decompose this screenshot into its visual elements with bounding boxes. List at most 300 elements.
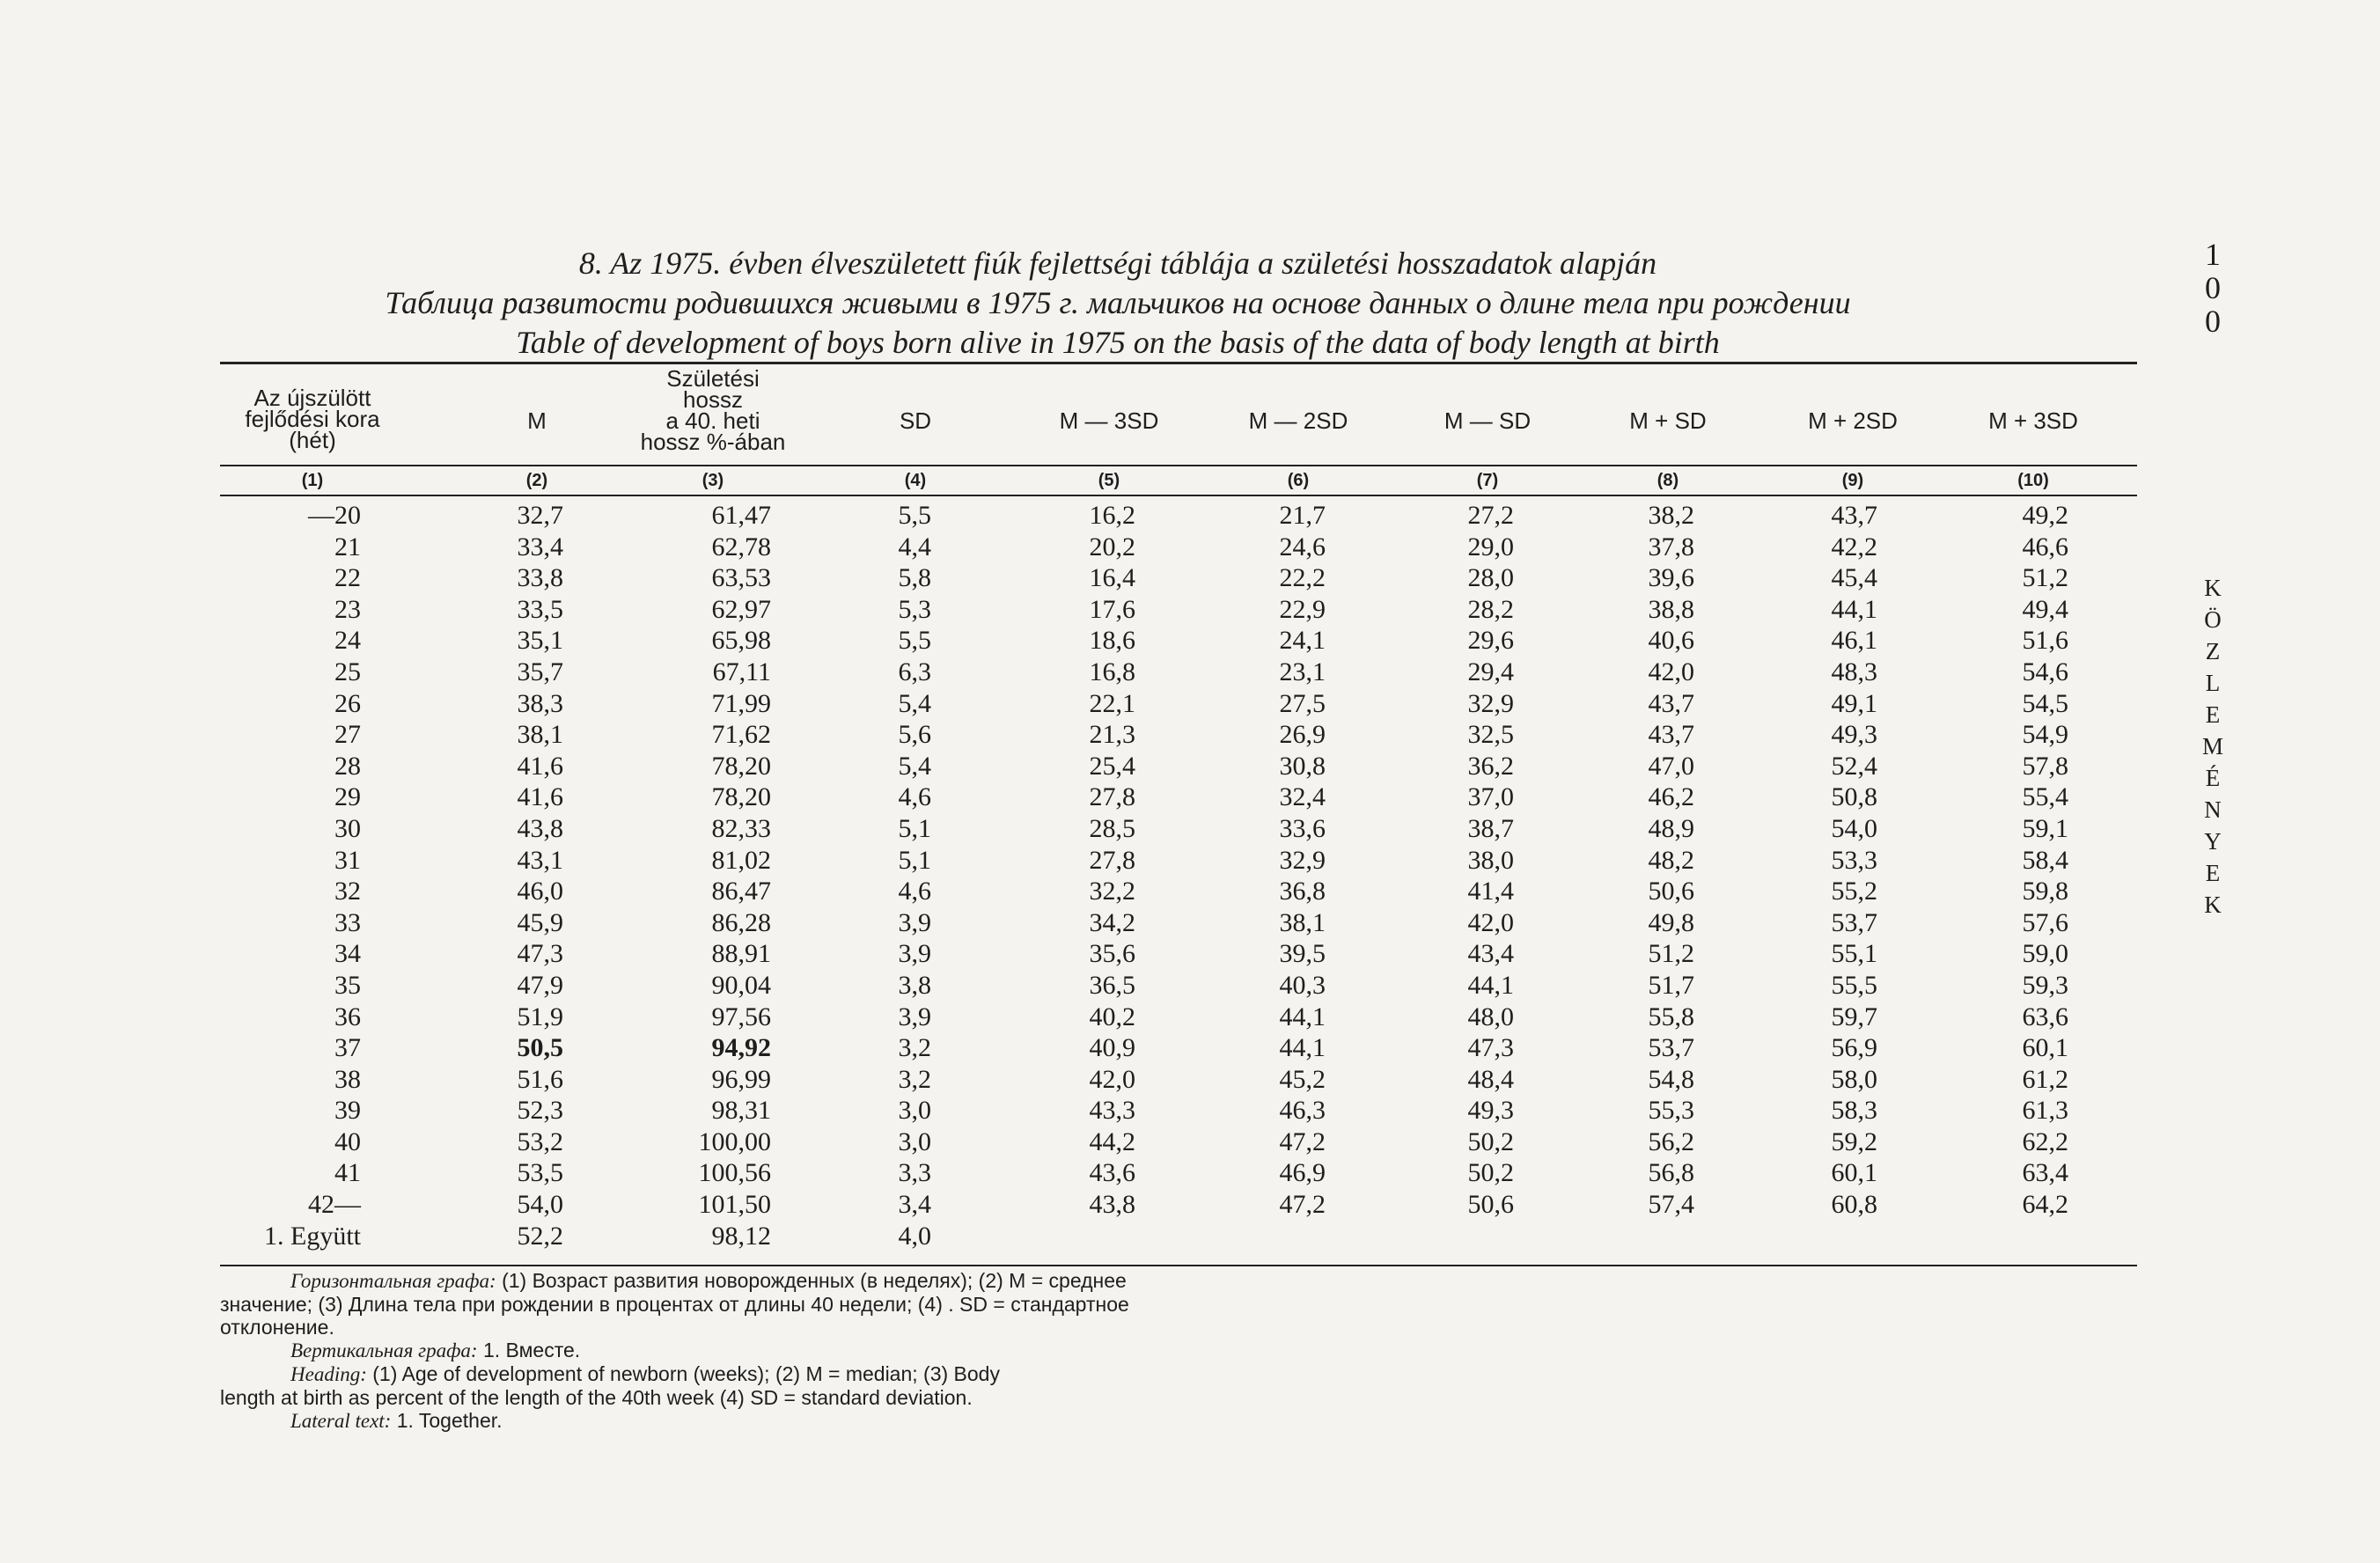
table-cell: 25 — [334, 657, 361, 686]
table-cell: 35,6 — [1089, 939, 1135, 969]
table-cell: 61,2 — [2022, 1064, 2068, 1094]
table-cell: 16,8 — [1089, 657, 1135, 686]
table-cell: 63,53 — [711, 563, 771, 593]
table-cell: 64,2 — [2022, 1190, 2068, 1220]
table-cell: 56,2 — [1648, 1126, 1694, 1156]
table-cell: 5,5 — [898, 626, 931, 656]
table-cell: 3,0 — [898, 1126, 931, 1156]
table-cell: 31 — [334, 845, 361, 875]
table-cell: 48,4 — [1467, 1064, 1514, 1094]
table-row — [0, 1126, 2380, 1158]
table-cell: 3,9 — [898, 1002, 931, 1031]
column-number: (1) — [301, 471, 324, 490]
table-row — [0, 594, 2380, 626]
table-cell: 50,8 — [1831, 782, 1877, 812]
table-cell: 5,3 — [898, 594, 931, 624]
table-body — [0, 500, 2380, 1251]
table-cell: 53,5 — [517, 1158, 563, 1188]
table-cell: 43,7 — [1648, 720, 1694, 750]
side-text-kozlemenyek: K Ö Z L E M É N Y E K — [2201, 575, 2223, 918]
table-cell: 44,2 — [1089, 1126, 1135, 1156]
header-m-minus-3sd: M — 3SD — [1059, 407, 1159, 434]
table-cell: 38,7 — [1467, 813, 1514, 843]
table-cell: 38 — [334, 1064, 361, 1094]
table-cell: 3,0 — [898, 1096, 931, 1126]
table-cell: 40,3 — [1279, 970, 1326, 1000]
table-cell: 50,2 — [1467, 1126, 1514, 1156]
table-cell: 54,5 — [2022, 688, 2068, 718]
table-cell: 45,2 — [1279, 1064, 1326, 1094]
table-cell: 51,2 — [2022, 563, 2068, 593]
table-cell: 46,0 — [517, 877, 563, 906]
table-cell: 32,9 — [1467, 688, 1514, 718]
header-age: Az újszülött fejlődési kora (hét) — [245, 385, 380, 453]
table-cell: 25,4 — [1089, 751, 1135, 781]
table-row — [0, 532, 2380, 563]
table-cell: 71,99 — [711, 688, 771, 718]
note-text: отклонение. — [220, 1316, 334, 1339]
table-cell: 38,3 — [517, 688, 563, 718]
table-cell: 5,6 — [898, 720, 931, 750]
table-cell: 39,5 — [1279, 939, 1326, 969]
table-cell: 59,1 — [2022, 813, 2068, 843]
table-cell: 58,4 — [2022, 845, 2068, 875]
column-number: (3) — [702, 471, 724, 490]
table-cell: 32 — [334, 877, 361, 906]
header-sd: SD — [899, 407, 932, 434]
column-number: (6) — [1287, 471, 1310, 490]
table-cell: 3,9 — [898, 907, 931, 937]
table-cell: 47,2 — [1279, 1126, 1326, 1156]
table-cell: 100,00 — [698, 1126, 771, 1156]
table-cell: 41,6 — [517, 782, 563, 812]
table-cell: 51,9 — [517, 1002, 563, 1031]
table-cell: 57,4 — [1648, 1190, 1694, 1220]
table-cell: 35,7 — [517, 657, 563, 686]
column-number: (2) — [525, 471, 548, 490]
table-cell: 71,62 — [711, 720, 771, 750]
table-cell: 28 — [334, 751, 361, 781]
table-cell: 49,8 — [1648, 907, 1694, 937]
table-cell: 54,6 — [2022, 657, 2068, 686]
table-cell: 32,7 — [517, 501, 563, 530]
table-cell: 4,6 — [898, 877, 931, 906]
title-russian: Таблица развитости родившихся живыми в 1975 г. мальчиков на основе данных о длине тела при рождении — [385, 285, 1851, 320]
table-cell: 24,1 — [1279, 626, 1326, 656]
note-label: Горизонтальная графа: — [290, 1270, 496, 1292]
table-cell: 29,4 — [1467, 657, 1514, 686]
table-cell: 36 — [334, 1002, 361, 1031]
table-cell: 88,91 — [711, 939, 771, 969]
table-cell: 41,4 — [1467, 877, 1514, 906]
table-cell: 3,3 — [898, 1158, 931, 1188]
table-cell: 50,6 — [1467, 1190, 1514, 1220]
table-cell: 26 — [334, 688, 361, 718]
table-cell: 53,7 — [1648, 1033, 1694, 1063]
header-m-plus-2sd: M + 2SD — [1808, 407, 1898, 434]
table-cell: 42,0 — [1648, 657, 1694, 686]
table-cell: 43,7 — [1648, 688, 1694, 718]
table-cell: 54,0 — [517, 1190, 563, 1220]
header-length-percent: Születési hossz a 40. heti hossz %-ában — [640, 365, 786, 455]
column-number: (7) — [1476, 471, 1499, 490]
table-cell: 22,1 — [1089, 688, 1135, 718]
table-cell: 24,6 — [1279, 532, 1326, 561]
table-cell: 24 — [334, 626, 361, 656]
table-cell: 17,6 — [1089, 594, 1135, 624]
table-cell: 16,4 — [1089, 563, 1135, 593]
table-cell: 22 — [334, 563, 361, 593]
table-cell: 63,4 — [2022, 1158, 2068, 1188]
table-cell: 55,5 — [1831, 970, 1877, 1000]
table-cell: 44,1 — [1279, 1033, 1326, 1063]
table-cell: 53,2 — [517, 1126, 563, 1156]
table-row — [0, 657, 2380, 688]
table-cell: 16,2 — [1089, 501, 1135, 530]
table-cell: 62,97 — [711, 594, 771, 624]
table-cell: 82,33 — [711, 813, 771, 843]
table-cell: 49,2 — [2022, 501, 2068, 530]
table-cell: 55,2 — [1831, 877, 1877, 906]
table-cell: 43,7 — [1831, 501, 1877, 530]
table-row — [0, 813, 2380, 845]
table-cell: 29,6 — [1467, 626, 1514, 656]
table-cell: 42— — [308, 1190, 361, 1220]
table-cell: 35 — [334, 970, 361, 1000]
table-cell: 21,3 — [1089, 720, 1135, 750]
table-cell: 51,6 — [517, 1064, 563, 1094]
table-cell: 37,8 — [1648, 532, 1694, 561]
title-english: Table of development of boys born alive in 1975 on the basis of the data of body length at birth — [516, 325, 1720, 360]
table-cell: 40,6 — [1648, 626, 1694, 656]
table-cell: 37,0 — [1467, 782, 1514, 812]
table-row — [0, 845, 2380, 877]
table-cell: 101,50 — [698, 1190, 771, 1220]
table-cell: 55,4 — [2022, 782, 2068, 812]
table-cell: 40 — [334, 1126, 361, 1156]
table-cell: 50,2 — [1467, 1158, 1514, 1188]
table-cell: 43,8 — [517, 813, 563, 843]
header-m-minus-2sd: M — 2SD — [1248, 407, 1348, 434]
column-number: (9) — [1841, 471, 1864, 490]
table-cell: 47,9 — [517, 970, 563, 1000]
table-cell: 27,8 — [1089, 782, 1135, 812]
table-cell: 51,6 — [2022, 626, 2068, 656]
column-number-rule — [220, 495, 2137, 496]
table-cell: 67,11 — [712, 657, 771, 686]
table-cell: 5,1 — [898, 845, 931, 875]
table-cell: 22,9 — [1279, 594, 1326, 624]
table-cell: 46,1 — [1831, 626, 1877, 656]
table-row — [0, 1064, 2380, 1096]
table-cell: 43,3 — [1089, 1096, 1135, 1126]
table-cell: 5,1 — [898, 813, 931, 843]
table-cell: 42,0 — [1467, 907, 1514, 937]
note-text: значение; (3) Длина тела при рождении в процентах от длины 40 недели; (4) . SD = стандартное — [220, 1293, 1129, 1316]
header-rule — [220, 465, 2137, 466]
table-cell: 50,6 — [1648, 877, 1694, 906]
column-number: (8) — [1656, 471, 1679, 490]
table-cell: 51,2 — [1648, 939, 1694, 969]
table-cell: 4,4 — [898, 532, 931, 561]
table-cell: 32,4 — [1279, 782, 1326, 812]
table-row — [0, 1032, 2380, 1064]
table-cell: 42,0 — [1089, 1064, 1135, 1094]
table-row — [0, 719, 2380, 751]
table-cell: 4,0 — [898, 1221, 931, 1251]
table-cell: 46,9 — [1279, 1158, 1326, 1188]
table-cell: 38,0 — [1467, 845, 1514, 875]
table-cell: 29,0 — [1467, 532, 1514, 561]
table-cell: 53,3 — [1831, 845, 1877, 875]
table-cell: 98,12 — [711, 1221, 771, 1251]
table-cell: 45,4 — [1831, 563, 1877, 593]
table-cell: 45,9 — [517, 907, 563, 937]
table-bottom-rule — [220, 1265, 2137, 1266]
table-cell: 63,6 — [2022, 1002, 2068, 1031]
table-cell: 46,6 — [2022, 532, 2068, 561]
table-cell: 59,7 — [1831, 1002, 1877, 1031]
table-cell: 44,1 — [1279, 1002, 1326, 1031]
table-cell: 44,1 — [1467, 970, 1514, 1000]
table-cell: 41,6 — [517, 751, 563, 781]
column-number: (10) — [2017, 471, 2049, 490]
table-cell: 58,3 — [1831, 1096, 1877, 1126]
table-cell: 96,99 — [711, 1064, 771, 1094]
table-cell: 47,3 — [1467, 1033, 1514, 1063]
table-row — [0, 688, 2380, 720]
table-cell: 33,5 — [517, 594, 563, 624]
table-cell: 18,6 — [1089, 626, 1135, 656]
table-cell: 57,8 — [2022, 751, 2068, 781]
table-cell: 97,56 — [711, 1002, 771, 1031]
column-number: (5) — [1098, 471, 1120, 490]
table-cell: 4,6 — [898, 782, 931, 812]
table-cell: 39,6 — [1648, 563, 1694, 593]
table-cell: 38,1 — [1279, 907, 1326, 937]
table-cell: 22,2 — [1279, 563, 1326, 593]
table-cell: 52,2 — [517, 1221, 563, 1251]
page-number: 1 0 0 — [2205, 237, 2221, 339]
table-cell: 47,2 — [1279, 1190, 1326, 1220]
table-cell: 36,8 — [1279, 877, 1326, 906]
table-cell: 37 — [334, 1033, 361, 1063]
table-cell: 30 — [334, 813, 361, 843]
table-cell: 60,1 — [2022, 1033, 2068, 1063]
table-cell: 61,47 — [711, 501, 771, 530]
table-cell: 32,5 — [1467, 720, 1514, 750]
table-cell: 90,04 — [711, 970, 771, 1000]
note-text: 1. Together. — [391, 1409, 503, 1432]
table-row — [0, 500, 2380, 532]
table-cell: 40,9 — [1089, 1033, 1135, 1063]
header-m: M — [527, 407, 547, 434]
table-row — [0, 562, 2380, 594]
table-cell: 3,2 — [898, 1033, 931, 1063]
table-cell: 32,9 — [1279, 845, 1326, 875]
table-cell: 6,3 — [898, 657, 931, 686]
table-cell: 78,20 — [711, 751, 771, 781]
table-cell: 59,0 — [2022, 939, 2068, 969]
table-cell: 56,8 — [1648, 1158, 1694, 1188]
table-cell: 61,3 — [2022, 1096, 2068, 1126]
table-cell: 43,8 — [1089, 1190, 1135, 1220]
table-cell: 34 — [334, 939, 361, 969]
table-cell: 65,98 — [711, 626, 771, 656]
table-cell: 86,47 — [711, 877, 771, 906]
table-cell: 81,02 — [711, 845, 771, 875]
table-cell: 33 — [334, 907, 361, 937]
note-text: (1) Age of development of newborn (weeks); (2) M = median; (3) Body — [366, 1362, 1000, 1385]
table-cell: 54,8 — [1648, 1064, 1694, 1094]
table-cell: 47,3 — [517, 939, 563, 969]
table-cell: 33,8 — [517, 563, 563, 593]
table-cell: 100,56 — [698, 1158, 771, 1188]
table-cell: 39 — [334, 1096, 361, 1126]
table-cell: 62,78 — [711, 532, 771, 561]
table-cell: 5,4 — [898, 688, 931, 718]
table-cell: 49,3 — [1467, 1096, 1514, 1126]
table-cell: 29 — [334, 782, 361, 812]
table-cell: 33,6 — [1279, 813, 1326, 843]
table-row — [0, 938, 2380, 970]
table-row — [0, 1095, 2380, 1126]
table-cell: 58,0 — [1831, 1064, 1877, 1094]
table-cell: 40,2 — [1089, 1002, 1135, 1031]
table-cell: 41 — [334, 1158, 361, 1188]
table-cell: 36,2 — [1467, 751, 1514, 781]
table-cell: 3,2 — [898, 1064, 931, 1094]
table-cell: 49,1 — [1831, 688, 1877, 718]
table-row — [0, 1189, 2380, 1221]
title-hungarian: 8. Az 1975. évben élveszületett fiúk fejlettségi táblája a születési hosszadatok alapján — [578, 246, 1657, 281]
table-cell: 43,6 — [1089, 1158, 1135, 1188]
table-cell: 59,8 — [2022, 877, 2068, 906]
table-cell: 62,2 — [2022, 1126, 2068, 1156]
table-cell: 30,8 — [1279, 751, 1326, 781]
note-label: Lateral text: — [290, 1410, 392, 1432]
table-cell: 34,2 — [1089, 907, 1135, 937]
table-cell: 56,9 — [1831, 1033, 1877, 1063]
table-cell: 52,3 — [517, 1096, 563, 1126]
header-m-minus-sd: M — SD — [1443, 407, 1532, 434]
table-cell: 27,5 — [1279, 688, 1326, 718]
table-cell: 86,28 — [711, 907, 771, 937]
table-cell: 46,3 — [1279, 1096, 1326, 1126]
table-row — [0, 1221, 2380, 1252]
table-cell: 43,4 — [1467, 939, 1514, 969]
table-cell: 59,3 — [2022, 970, 2068, 1000]
table-cell: 35,1 — [517, 626, 563, 656]
table-top-rule — [220, 362, 2137, 364]
table-cell: 28,0 — [1467, 563, 1514, 593]
table-cell: 21 — [334, 532, 361, 561]
table-cell: 50,5 — [517, 1033, 563, 1063]
table-cell: 51,7 — [1648, 970, 1694, 1000]
table-cell: 28,5 — [1089, 813, 1135, 843]
table-cell: 59,2 — [1831, 1126, 1877, 1156]
table-cell: 36,5 — [1089, 970, 1135, 1000]
table-row — [0, 782, 2380, 813]
table-cell: 55,3 — [1648, 1096, 1694, 1126]
note-label: Heading: — [290, 1363, 367, 1385]
table-cell: 48,0 — [1467, 1002, 1514, 1031]
table-cell: 54,0 — [1831, 813, 1877, 843]
table-cell: 48,9 — [1648, 813, 1694, 843]
table-cell: 32,2 — [1089, 877, 1135, 906]
table-cell: 94,92 — [711, 1033, 771, 1063]
table-cell: 48,3 — [1831, 657, 1877, 686]
table-cell: 28,2 — [1467, 594, 1514, 624]
note-text: length at birth as percent of the length of the 40th week (4) SD = standard deviation. — [220, 1386, 973, 1409]
table-row — [0, 1157, 2380, 1189]
table-row — [0, 625, 2380, 657]
table-cell: 78,20 — [711, 782, 771, 812]
table-cell: 38,2 — [1648, 501, 1694, 530]
table-cell: 5,4 — [898, 751, 931, 781]
table-cell: 98,31 — [711, 1096, 771, 1126]
table-cell: 3,8 — [898, 970, 931, 1000]
table-row — [0, 751, 2380, 782]
table-cell: 23 — [334, 594, 361, 624]
table-cell: 3,4 — [898, 1190, 931, 1220]
table-cell: 44,1 — [1831, 594, 1877, 624]
table-cell: 55,8 — [1648, 1002, 1694, 1031]
header-m-plus-3sd: M + 3SD — [1988, 407, 2078, 434]
table-cell: —20 — [308, 501, 361, 530]
table-cell: 38,8 — [1648, 594, 1694, 624]
table-cell: 55,1 — [1831, 939, 1877, 969]
table-cell: 53,7 — [1831, 907, 1877, 937]
table-cell: 47,0 — [1648, 751, 1694, 781]
table-cell: 52,4 — [1831, 751, 1877, 781]
table-cell: 43,1 — [517, 845, 563, 875]
header-m-plus-sd: M + SD — [1629, 407, 1707, 434]
table-cell: 42,2 — [1831, 532, 1877, 561]
column-number: (4) — [904, 471, 927, 490]
table-notes — [220, 1269, 1452, 1433]
table-row — [0, 876, 2380, 907]
table-cell: 57,6 — [2022, 907, 2068, 937]
table-cell: 54,9 — [2022, 720, 2068, 750]
table-row — [0, 1002, 2380, 1033]
table-cell: 27,2 — [1467, 501, 1514, 530]
table-cell: 60,1 — [1831, 1158, 1877, 1188]
table-cell: 33,4 — [517, 532, 563, 561]
table-cell: 48,2 — [1648, 845, 1694, 875]
table-cell: 46,2 — [1648, 782, 1694, 812]
table-cell: 27 — [334, 720, 361, 750]
table-row — [0, 907, 2380, 939]
note-text: (1) Возраст развития новорожденных (в неделях); (2) M = среднее — [496, 1269, 1127, 1292]
table-cell: 5,5 — [898, 501, 931, 530]
table-cell: 5,8 — [898, 563, 931, 593]
table-cell: 23,1 — [1279, 657, 1326, 686]
table-cell: 20,2 — [1089, 532, 1135, 561]
table-row — [0, 970, 2380, 1002]
table-cell: 27,8 — [1089, 845, 1135, 875]
table-cell: 60,8 — [1831, 1190, 1877, 1220]
note-text: 1. Вместе. — [477, 1339, 581, 1361]
table-cell: 38,1 — [517, 720, 563, 750]
note-label: Вертикальная графа: — [290, 1339, 478, 1361]
table-cell: 3,9 — [898, 939, 931, 969]
table-cell: 49,3 — [1831, 720, 1877, 750]
table-cell: 49,4 — [2022, 594, 2068, 624]
table-cell: 1. Együtt — [264, 1221, 361, 1251]
table-cell: 21,7 — [1279, 501, 1326, 530]
table-cell: 26,9 — [1279, 720, 1326, 750]
